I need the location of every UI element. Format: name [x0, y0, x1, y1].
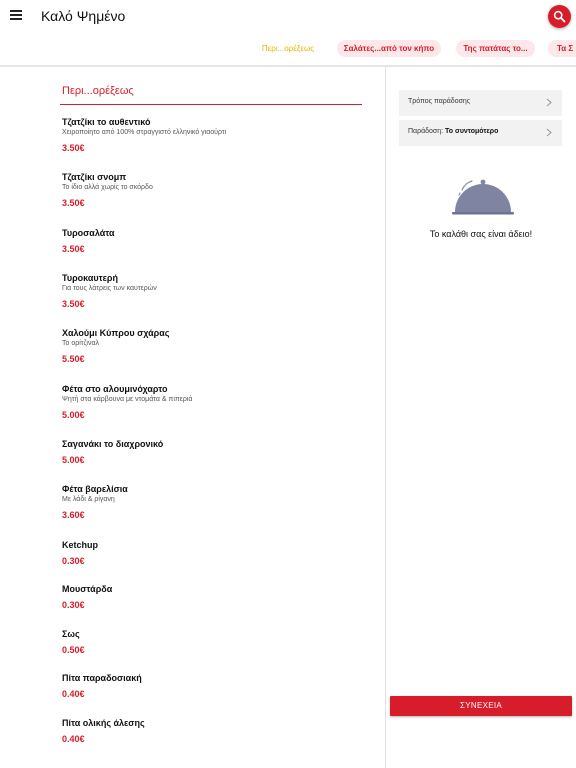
- item-price: 0.30€: [62, 556, 85, 566]
- item-name: Πίτα παραδοσιακή: [62, 673, 142, 683]
- category-tabs: [0, 36, 576, 64]
- item-name: Μουστάρδα: [62, 584, 113, 594]
- item-price: 0.40€: [62, 734, 85, 744]
- menu-item[interactable]: [62, 438, 362, 466]
- section-title: Περι...ορέξεως: [62, 85, 134, 97]
- menu-item[interactable]: [62, 539, 362, 567]
- menu-list: [0, 67, 385, 768]
- hamburger-icon[interactable]: [10, 10, 22, 20]
- item-price: 3.50€: [62, 143, 85, 153]
- menu-item[interactable]: [62, 383, 362, 421]
- item-name: Τζατζίκι σνομπ: [62, 172, 127, 182]
- item-description: Χειροποίητο από 100% στραγγιστό ελληνικό γιαούρτι: [62, 129, 227, 136]
- delivery-time-value: Το συντομότερο: [445, 128, 499, 135]
- tab-salads[interactable]: Σαλάτες...από τον κήπο: [337, 40, 441, 57]
- tab-appetizers[interactable]: Περι...ορέξεως: [252, 40, 324, 57]
- app-title: Καλό Ψημένο: [41, 8, 126, 24]
- item-name: Τζατζίκι το αυθεντικό: [62, 117, 151, 127]
- cart-panel: [386, 67, 576, 768]
- item-price: 3.50€: [62, 198, 85, 208]
- cloche-icon: [452, 175, 514, 217]
- menu-item[interactable]: [62, 272, 362, 310]
- item-name: Σως: [62, 629, 80, 639]
- menu-item[interactable]: [62, 672, 362, 700]
- menu-item[interactable]: [62, 483, 362, 521]
- item-description: Ψητή στα κάρβουνα με ντομάτα & πιπεριά: [62, 396, 193, 403]
- item-description: Με λάδι & ρίγανη: [62, 496, 115, 503]
- item-price: 5.00€: [62, 455, 85, 465]
- continue-button[interactable]: ΣΥΝΕΧΕΙΑ: [390, 696, 572, 716]
- item-description: Για τους λάτρεις των καυτερών: [62, 285, 157, 292]
- tab-next-category[interactable]: Τα Σ: [548, 40, 576, 57]
- search-button[interactable]: [548, 5, 571, 28]
- item-name: Σαγανάκι το διαχρονικό: [62, 439, 164, 449]
- item-price: 0.40€: [62, 689, 85, 699]
- search-icon: [553, 10, 566, 23]
- delivery-time-selector[interactable]: [399, 120, 562, 146]
- menu-item[interactable]: [62, 116, 362, 154]
- menu-item[interactable]: [62, 327, 362, 365]
- item-price: 5.00€: [62, 410, 85, 420]
- top-bar: [0, 0, 576, 36]
- menu-item[interactable]: [62, 583, 362, 611]
- menu-item[interactable]: [62, 717, 362, 745]
- item-price: 3.50€: [62, 244, 85, 254]
- item-name: Χαλούμι Κύπρου σχάρας: [62, 328, 170, 338]
- item-price: 5.50€: [62, 354, 85, 364]
- empty-cart-message: Το καλάθι σας είναι άδειο!: [429, 229, 533, 239]
- item-name: Τυροκαυτερή: [62, 273, 118, 283]
- item-description: Το ίδιο αλλά χωρίς το σκόρδο: [62, 184, 153, 191]
- item-price: 0.50€: [62, 645, 85, 655]
- chevron-right-icon: [546, 98, 552, 107]
- section-underline: [60, 104, 362, 105]
- item-name: Πίτα ολικής άλεσης: [62, 718, 145, 728]
- item-price: 3.60€: [62, 510, 85, 520]
- item-name: Ketchup: [62, 540, 98, 550]
- delivery-time-label: [408, 128, 498, 135]
- delivery-time-prefix: Παράδοση:: [408, 128, 444, 135]
- delivery-method-selector[interactable]: [399, 90, 562, 116]
- item-name: Φέτα βαρελίσια: [62, 484, 128, 494]
- delivery-method-label: Τρόπος παράδοσης: [408, 98, 471, 105]
- item-price: 3.50€: [62, 299, 85, 309]
- item-description: Το ορίτζιναλ: [62, 340, 100, 347]
- item-price: 0.30€: [62, 600, 85, 610]
- item-name: Τυροσαλάτα: [62, 228, 115, 238]
- item-name: Φέτα στο αλουμινόχαρτο: [62, 384, 168, 394]
- menu-item[interactable]: [62, 227, 362, 255]
- menu-item[interactable]: [62, 171, 362, 209]
- menu-item[interactable]: [62, 628, 362, 656]
- tab-potatoes[interactable]: Της πατάτας το...: [456, 40, 535, 57]
- chevron-right-icon: [546, 128, 552, 137]
